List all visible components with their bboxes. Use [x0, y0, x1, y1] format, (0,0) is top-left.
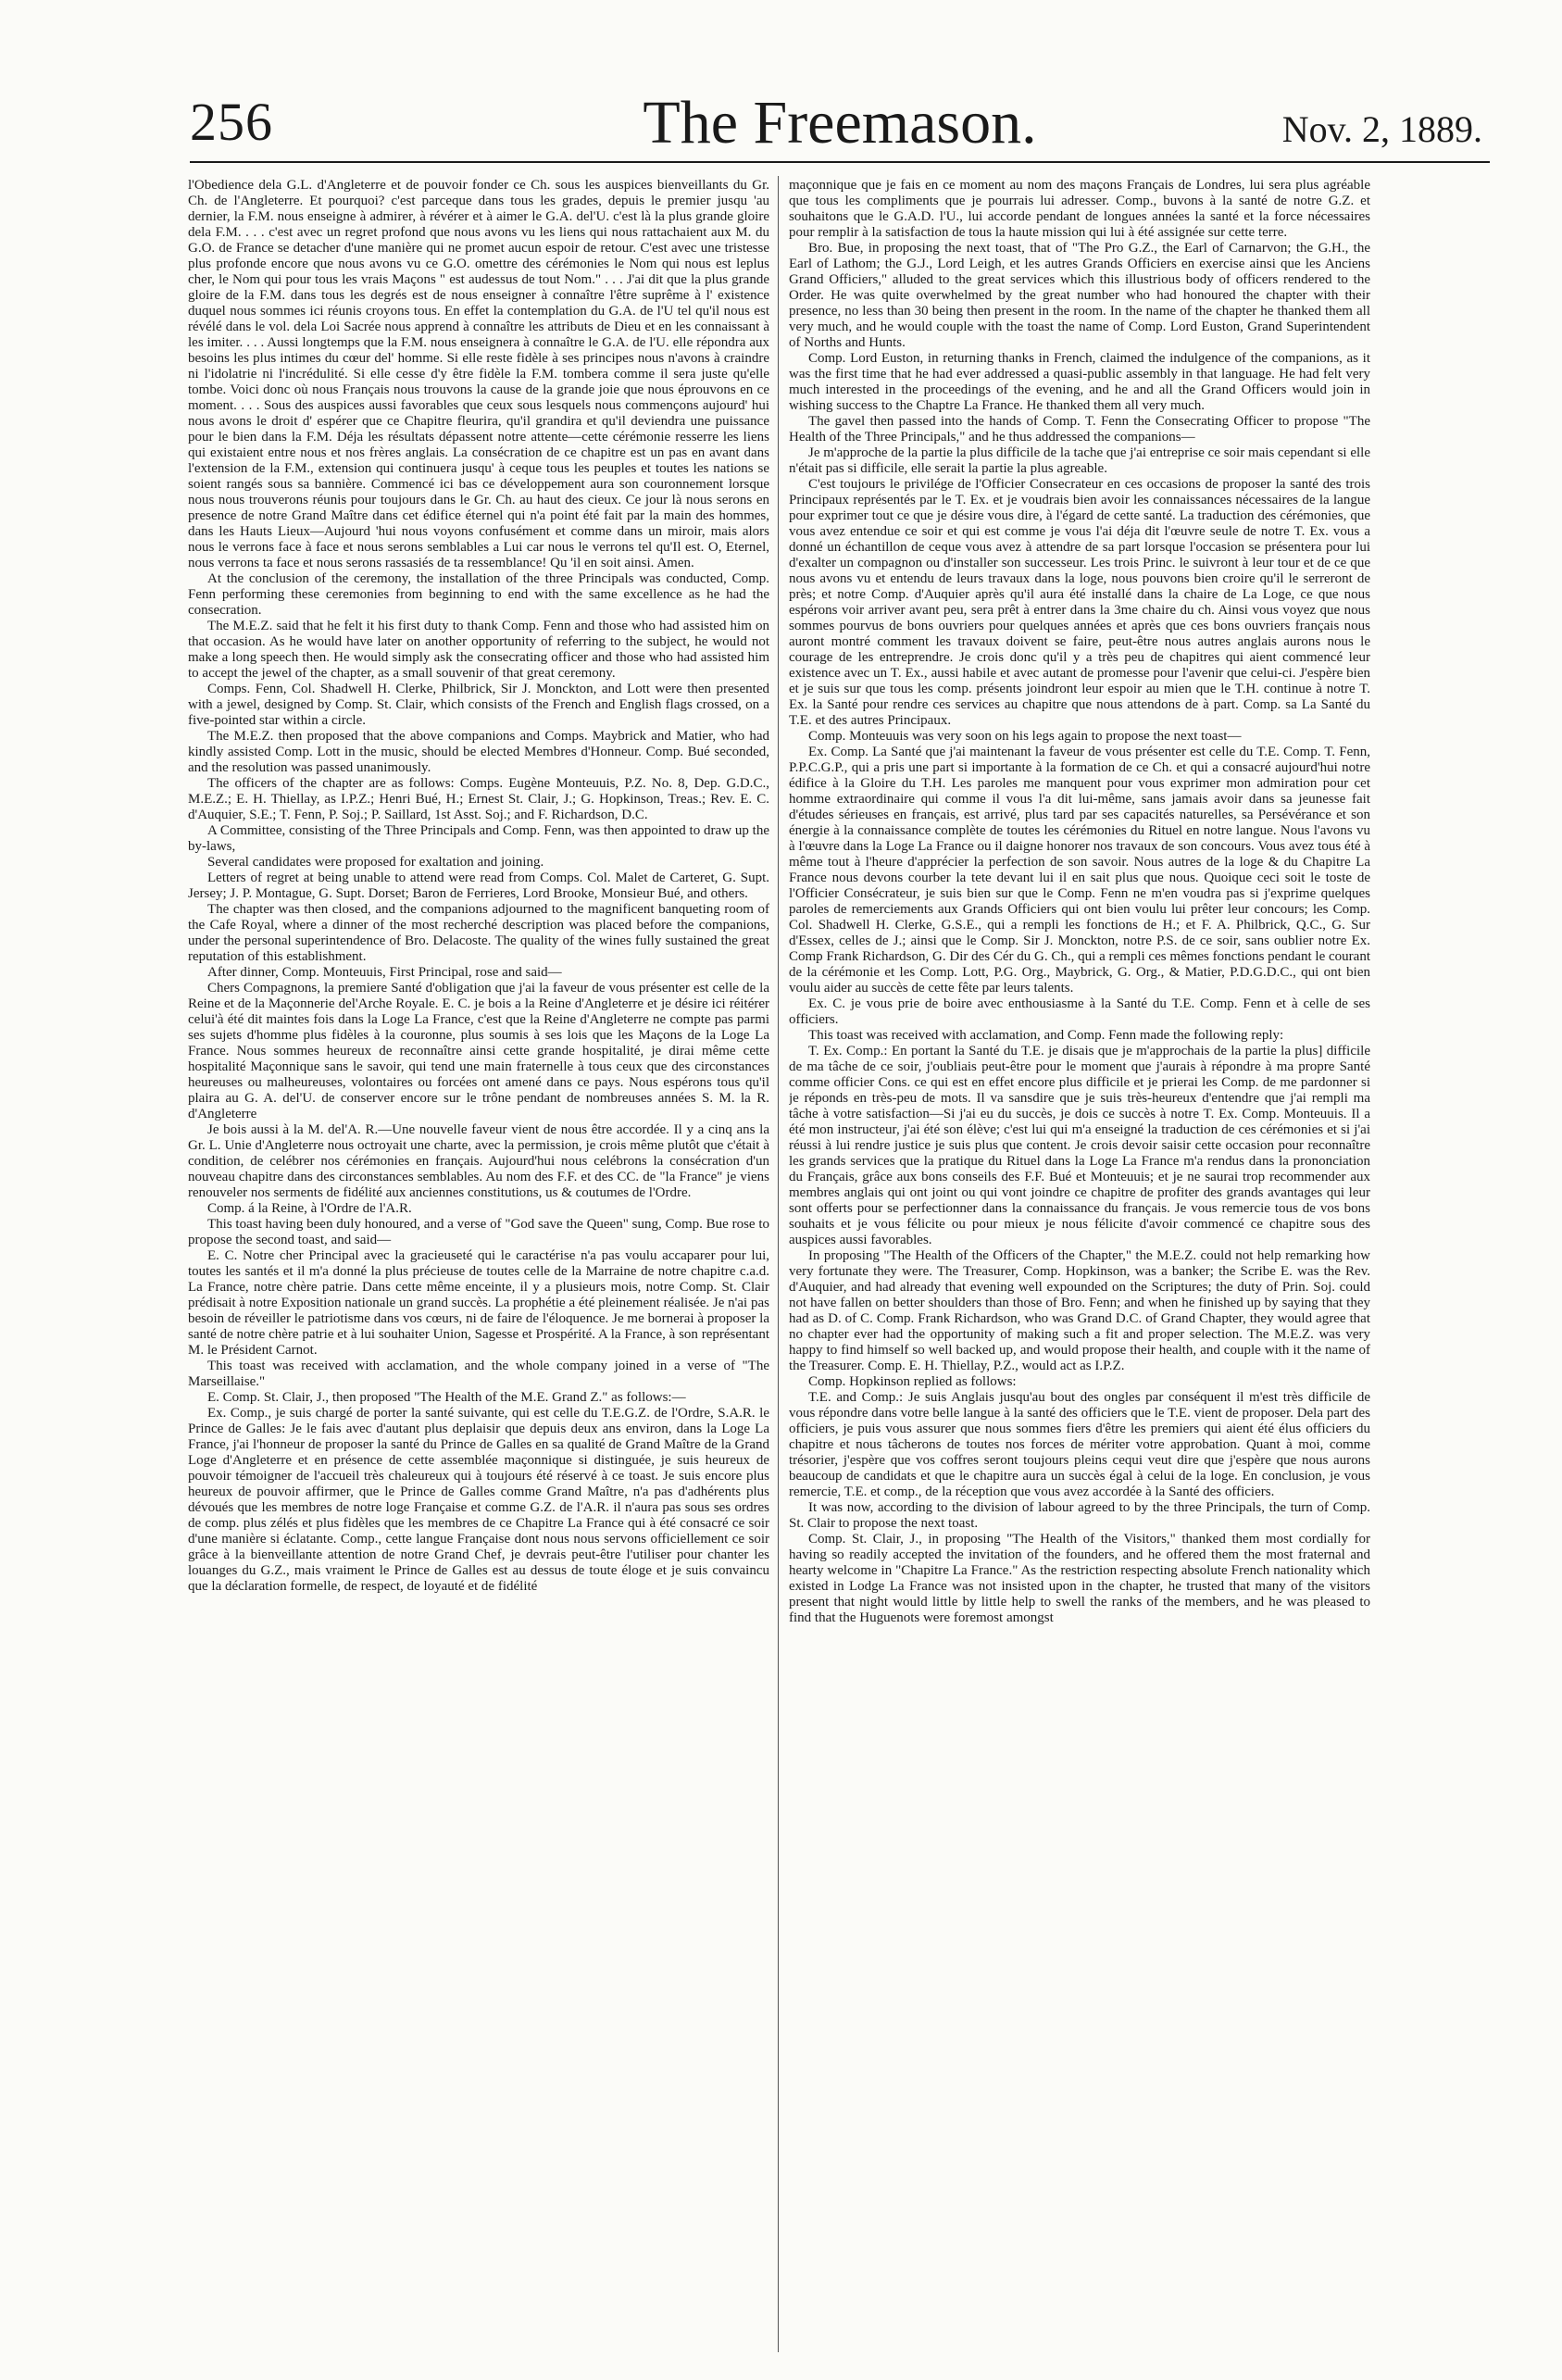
article-paragraph: It was now, according to the division of labour agreed to by the three Principals, the turn of Comp. St. Clair to propose the next toast.	[789, 1500, 1370, 1531]
article-paragraph: l'Obedience dela G.L. d'Angleterre et de pouvoir fonder ce Ch. sous les auspices bienveillants du Gr. Ch. de l'Angleterre. Et pourquoi? c'est parceque dans tous les grades, depuis le premier jusqu 'au dernier, la F.M. nous enseigne à admirer, à révérer et à aimer le G.A. del'U. c'est là la plus grande gloire dela F.M. . . . c'est avec un regret profond que nous avons vu les liens qui nous rattachaient aux M. du G.O. de France se detacher d'une manière qui ne promet aucun espoir de retour. C'est avec une tristesse plus profonde encore que nous avons vu ce G.O. omettre des cérémonies le Nom qui nous est leplus cher, le Nom qui pour tous les vrais Maçons " est audessus de tout Nom." . . . J'ai dit que la plus grande gloire de la F.M. dans tous les degrés est de nous enseigner à connaître l'être suprême à l' existence duquel nous sommes ici réunis croyons tous. En effet la contemplation du G.A. de l'U tel qu'il nous est révélé dans le vol. dela Loi Sacrée nous apprend à connaître les attributs de Dieu et en les connaissant à les imiter. . . . Aussi longtemps que la F.M. nous enseignera à connaître le G.A. de l'U. elle répondra aux besoins les plus intimes du cœur del' homme. Si elle reste fidèle à ses principes nous n'avons à craindre ni l'idolatrie ni l'incrédulité. Si elle cesse d'y être fidèle la F.M. tombera comme il sera juste qu'elle tombe. Voici donc où nous Français nous trouvons la cause de la grande joie que nous éprouvons en ce moment. . . . Sous des auspices aussi favorables que ceux sous lesquels nous commençons aujourd' hui nous avons le droit d' espérer que ce Chapitre fleurira, qu'il grandira et qu'il deviendra une puissance pour le bien dans la F.M. Déja les résultats dépassent notre attente—cette cérémonie resserre les liens qui existaient entre nous et nos frères anglais. La consécration de ce chapitre est un pas en avant dans l'extension de la F.M., extension qui continuera jusqu' à ceque tous les peuples et toutes les nations se soient rangés sous sa bannière. Commencé ici bas ce développement aura son couronnement lorsque nous nous trouverons réunis pour toujours dans le Gr. Ch. au haut des cieux. Ce jour là nous serons en presence de notre Grand Maître dans cet édifice éternel qui n'a point été fait par la main des hommes, dans les Hauts Lieux—Aujourd 'hui nous voyons confusément et comme dans un miroir, mais alors nous le verrons face à face et nous serons semblables a Lui car nous le verrons tel qu'Il est. O, Eternel, nous verrons ta face et nous serons rassasiés de ta ressemblance! Qu 'il en soit ainsi. Amen.	[188, 178, 769, 570]
article-paragraph: Comp. Monteuuis was very soon on his legs again to propose the next toast—	[808, 729, 1242, 744]
article-paragraph: Ex. Comp. La Santé que j'ai maintenant la faveur de vous présenter est celle du T.E. Comp. T. Fenn, P.P.C.G.P., qui a pris une part si importante à la formation de ce Ch. et qui a consacré aujourd'hui notre édifice à la Gloire du T.H. Les paroles me manquent pour vous exprimer mon admiration pour cet homme extraordinaire qui comme il vous l'a dit lui-même, sans jamais avoir dans sa jeunesse fait d'études sérieuses en français, est arrivé, plus tard par ses capacités naturelles, sa Persévérance et son énergie à la connaissance complète de toutes les cérémonies du Rituel en notre langue. Nous l'avons vu à l'œuvre dans la Loge La France ou il daigne honorer nos travaux de son concours. Vous avez tous été à même tout à l'heure d'apprécier la perfection de son savoir. Nous autres de la loge & du Chapitre La France nous devons courber la tete devant lui il en sait plus que nous. Quoique ceci soit le toste de l'Officier Consécrateur, je suis bien sur que le Comp. Fenn ne m'en voudra pas si j'exprime quelques paroles de remerciements aux Grands Officiers qui ont bien voulu lui prêter leur concours; les Comp. Col. Shadwell H. Clerke, G.S.E., qui a rempli les fonctions de H.; et F. A. Philbrick, Q.C., G. Sur d'Essex, celles de J.; ainsi que le Comp. Sir J. Monckton, notre P.S. de ce soir, sans oublier notre Ex. Comp Frank Richardson, G. Dir des Cér du G. Ch., qui a rempli ces mêmes fonctions pendant le courant de la cérémonie et les Comp. Lott, P.G. Org., Maybrick, G. Org., & Matier, P.D.G.D.C., qui ont bien voulu aider au succès de cette fête par leurs talents.	[789, 745, 1370, 996]
article-paragraph: The gavel then passed into the hands of Comp. T. Fenn the Consecrating Officer to propose "The Health of the Three Principals," and he thus addressed the companions—	[789, 414, 1370, 445]
article-paragraph: T.E. and Comp.: Je suis Anglais jusqu'au bout des ongles par conséquent il m'est très difficile de vous répondre dans votre belle langue à la santé des officiers que le T.E. vient de proposer. Dela part des officiers, je puis vous assurer que nous sommes fiers d'être les premiers qui aient été élus officiers du chapitre et nous tâcherons de toutes nos forces de mériter votre approbation. Quant à moi, comme trésorier, j'espère que vos coffres seront toujours pleins cequi veut dire que j'espère que nous aurons beaucoup de candidats et que le chapitre aura un succès égal à celui de la loge. En conclusion, je vous remercie, T.E. et comp., de la réception que vous avez accordée à la Santé des officiers.	[789, 1390, 1370, 1499]
article-paragraph: Ex. C. je vous prie de boire avec enthousiasme à la Santé du T.E. Comp. Fenn et à celle de ses officiers.	[789, 996, 1370, 1027]
article-paragraph: The M.E.Z. then proposed that the above companions and Comps. Maybrick and Matier, who had kindly assisted Comp. Lott in the music, should be elected Membres d'Honneur. Comp. Bué seconded, and the resolution was passed unanimously.	[188, 729, 769, 775]
article-paragraph: Bro. Bue, in proposing the next toast, that of "The Pro G.Z., the Earl of Carnarvon; the G.H., the Earl of Lathom; the G.J., Lord Leigh, et les autres Grands Officiers en exercise ainsi que les Anciens Grand Officiers," alluded to the great services which this illustrious body of officers rendered to the Order. He was quite overwhelmed by the great number who had honoured the chapter with their presence, no less than 30 being then present in the room. In the name of the chapter he thanked them all very much, and he would couple with the toast the name of Comp. Lord Euston, Grand Superintendent of Norths and Hunts.	[789, 241, 1370, 350]
article-paragraph: After dinner, Comp. Monteuuis, First Principal, rose and said—	[207, 965, 562, 980]
article-paragraph: Chers Compagnons, la premiere Santé d'obligation que j'ai la faveur de vous présenter est celle de la Reine et de la Maçonnerie del'Arche Royale. E. C. je bois a la Reine d'Angleterre et je désire ici réitérer celui'à été dit maintes fois dans la Loge La France, c'est que la Reine d'Angleterre ne compte pas parmi ses sujets d'homme plus fidèles à la couronne, plus soumis à ses lois que les Maçons de la Loge La France. Nous sommes heureux de reconnaître ainsi cette grande hospitalité, je dirai même cette hospitalité Maçonnique sans le savoir, qui tend une main fraternelle à tous ceux que des circonstances heureuses ou malheureuses, volontaires ou forcées ont amené dans ce pays. Nous espérons tous qu'il plaira au G. A. del'U. de conserver encore sur le trône pendant de nombreuses années S. M. la R. d'Angleterre	[188, 981, 769, 1121]
issue-date: Nov. 2, 1889.	[1281, 108, 1482, 150]
left-column	[188, 178, 769, 2345]
newspaper-title: The Freemason.	[643, 89, 1037, 157]
article-paragraph: The M.E.Z. said that he felt it his first duty to thank Comp. Fenn and those who had assisted him on that occasion. As he would have later on another opportunity of referring to the subject, he would not make a long speech then. He would simply ask the consecrating officer and those who had assisted him to accept the jewel of the chapter, as a small souvenir of that great ceremony.	[188, 619, 769, 681]
page-number: 256	[190, 92, 273, 152]
article-paragraph: Letters of regret at being unable to attend were read from Comps. Col. Malet de Carteret, G. Supt. Jersey; J. P. Montague, G. Supt. Dorset; Baron de Ferrieres, Lord Brooke, Monsieur Bué, and others.	[188, 871, 769, 901]
article-paragraph: A Committee, consisting of the Three Principals and Comp. Fenn, was then appointed to draw up the by-laws,	[188, 823, 769, 854]
column-divider	[778, 176, 779, 2352]
article-paragraph: Ex. Comp., je suis chargé de porter la santé suivante, qui est celle du T.E.G.Z. de l'Ordre, S.A.R. le Prince de Galles: Je le fais avec d'autant plus deplaisir que depuis deux ans environ, dans la Loge La France, j'ai l'honneur de proposer la santé du Prince de Galles en sa qualité de Grand Maître de la Grand Loge d'Angleterre et en présence de cette assemblée maçonnique si distinguée, je suis heureux de pouvoir témoigner de l'accueil très chaleureux qui à toujours été réservé à ce toast. Je suis encore plus heureux de pouvoir affirmer, que le Prince de Galles comme Grand Maître, n'a pas d'adhérents plus dévoués que les membres de notre loge Française et comme G.Z. de l'A.R. il n'aura pas sous ses ordres de comp. plus zélés et plus fidèles que les membres de ce Chapitre La France qui à été consacré ce soir d'une manière si éclatante. Comp., cette langue Française dont nous nous servons officiellement ce soir grâce à la bienveillante attention de notre Grand Chef, je devrais peut-être l'utiliser pour chanter les louanges du G.Z., mais vraiment le Prince de Galles est au dessus de toute éloge et je suis convaincu que la déclaration formelle, de respect, de loyauté et de fidélité	[188, 1406, 769, 1594]
article-paragraph: This toast was received with acclamation, and Comp. Fenn made the following reply:	[808, 1028, 1284, 1043]
article-paragraph: At the conclusion of the ceremony, the installation of the three Principals was conducted, Comp. Fenn performing these ceremonies from beginning to end with the same excellence as he had the consecration.	[188, 571, 769, 618]
article-paragraph: E. C. Notre cher Principal avec la gracieuseté qui le caractérise n'a pas voulu accaparer pour lui, toutes les santés et il m'a donné la plus précieuse de toutes celle de la Marraine de notre chapitre c.a.d. La France, notre chère patrie. Dans cette même enceinte, il y a plusieurs mois, notre Comp. St. Clair prédisait à notre Exposition nationale un grand succès. La prophétie a été pleinement réalisée. Je n'ai pas besoin de réveiller le patriotisme dans vos cœurs, ni de faire de l'éloquence. Je me bornerai à proposer la santé de notre chère patrie et à lui souhaiter Union, Sagesse et Prospérité. A la France, à son représentant M. le Président Carnot.	[188, 1248, 769, 1358]
article-paragraph: Several candidates were proposed for exaltation and joining.	[207, 855, 544, 870]
article-paragraph: The officers of the chapter are as follows: Comps. Eugène Monteuuis, P.Z. No. 8, Dep. G.D.C., M.E.Z.; E. H. Thiellay, as I.P.Z.; Henri Bué, H.; Ernest St. Clair, J.; G. Hopkinson, Treas.; Rev. E. C. d'Auquier, S.E.; T. Fenn, P. Soj.; P. Saillard, 1st Asst. Soj.; and F. Richardson, D.C.	[188, 776, 769, 822]
article-paragraph: Comp. á la Reine, à l'Ordre de l'A.R.	[207, 1201, 412, 1216]
article-paragraph: Comp. Lord Euston, in returning thanks in French, claimed the indulgence of the companions, as it was the first time that he had ever addressed a quasi-public assembly in that language. He had felt very much interested in the proceedings of the evening, and he and all the Grand Officers would join in wishing success to the Chaptre La France. He thanked them all very much.	[789, 351, 1370, 413]
right-column	[789, 178, 1370, 2345]
article-paragraph: In proposing "The Health of the Officers of the Chapter," the M.E.Z. could not help remarking how very fortunate they were. The Treasurer, Comp. Hopkinson, was a banker; the Scribe E. was the Rev. d'Auquier, and had already that evening well expounded on the Scriptures; the duty of Prin. Soj. could not have fallen on better shoulders than those of Bro. Fenn; and when he finished up by saying that they had as D. of C. Comp. Frank Richardson, who was Grand D.C. of Grand Chapter, they would agree that no chapter ever had the opportunity of making such a fit and proper selection. The M.E.Z. was very happy to find himself so well backed up, and would propose their health, and couple with it the name of the Treasurer. Comp. E. H. Thiellay, P.Z., would act as I.P.Z.	[789, 1248, 1370, 1373]
article-paragraph: The chapter was then closed, and the companions adjourned to the magnificent banqueting room of the Cafe Royal, where a dinner of the most recherché description was placed before the companions, under the personal superintendence of Bro. Delacoste. The quality of the wines fully sustained the great reputation of this establishment.	[188, 902, 769, 964]
article-paragraph: This toast was received with acclamation, and the whole company joined in a verse of "The Marseillaise."	[188, 1359, 769, 1389]
article-paragraph: This toast having been duly honoured, and a verse of "God save the Queen" sung, Comp. Bue rose to propose the second toast, and said—	[188, 1217, 769, 1247]
article-paragraph: Je bois aussi à la M. del'A. R.—Une nouvelle faveur vient de nous être accordée. Il y a cinq ans la Gr. L. Unie d'Angleterre nous octroyait une charte, avec la permission, je crois même plutôt que c'était à condition, de celébrer nos cérémonies en français. Aujourd'hui nous celébrons la consécration d'un nouveau chapitre dans des circonstances semblables. Au nom des F.F. et des CC. de "la France" je viens renouveler nos serments de fidélité aux anciennes constitutions, us & coutumes de l'Ordre.	[188, 1122, 769, 1200]
article-paragraph: Comp. St. Clair, J., in proposing "The Health of the Visitors," thanked them most cordially for having so readily accepted the invitation of the founders, and he offered them the most fraternal and hearty welcome in "Chapitre La France." As the restriction respecting absolute French nationality which existed in Lodge La France was not insisted upon in the chapter, he trusted that many of the visitors present that night would little by little help to swell the ranks of the members, and he was pleased to find that the Huguenots were foremost amongst	[789, 1532, 1370, 1625]
article-paragraph: maçonnique que je fais en ce moment au nom des maçons Français de Londres, lui sera plus agréable que tous les compliments que je pourrais lui adresser. Comp., buvons à la santé de notre G.Z. et souhaitons que le G.A.D. l'U., lui accorde pendant de longues années la santé et la force nécessaires pour remplir à la satisfaction de tous la haute mission qui lui à été assignée sur cette terre.	[789, 178, 1370, 240]
article-paragraph: Comp. Hopkinson replied as follows:	[808, 1374, 1017, 1389]
article-paragraph: C'est toujours le privilége de l'Officier Consecrateur en ces occasions de proposer la santé des trois Principaux représentés par le T. Ex. et je voudrais bien avoir les connaissances nécessaires de la langue pour exprimer tout ce que je désire vous dire, à l'égard de cette santé. La traduction des cérémonies, que vous avez entendue ce soir et qui est comme je vous l'ai déja dit l'œuvre seule de notre T. Ex. vous a donné un échantillon de ceque vous avez à attendre de sa part lorsque l'occasion se présentera pour lui d'exalter un compagnon ou d'installer son successeur. Les trois Princ. le suivront à leur tour et de ce que nous avons vu et entendu de leurs travaux dans la loge, nous pouvons bien croire qu'il le serreront de près; et notre Comp. d'Auquier après qu'il aura été installé dans la chaire de La Loge, ce que nous espérons voir arriver avant peu, sera prêt à entrer dans la 3me chaire du ch. Ainsi vous voyez que nous sommes pourvus de bons ouvriers pour quelques années et après que ces bons ouvriers français nous auront montré comment les travaux doivent se faire, peut-être nous autres anglais aurons nous le courage de les entreprendre. Je crois donc qu'il y a très peu de chapitres qui aient commencé leur existence avec un T. Ex., aussi habile et avec autant de promesse pour l'avenir que celui-ci. J'espère bien et je suis sur que tous les comp. présents joindront leur espoir au mien que le T.H. continue à notre T. Ex. la Santé pour rendre ces services au chapitre que nous attendons de à part. Comp. sa La Santé du T.E. et des autres Principaux.	[789, 477, 1370, 728]
masthead	[190, 91, 1490, 163]
article-paragraph: Comps. Fenn, Col. Shadwell H. Clerke, Philbrick, Sir J. Monckton, and Lott were then presented with a jewel, designed by Comp. St. Clair, which consists of the French and English flags crossed, on a five-pointed star within a circle.	[188, 682, 769, 728]
article-paragraph: E. Comp. St. Clair, J., then proposed "The Health of the M.E. Grand Z." as follows:—	[207, 1390, 686, 1405]
article-paragraph: Je m'approche de la partie la plus difficile de la tache que j'ai entreprise ce soir mais cependant si elle n'était pas si difficile, elle serait la partie la plus agreable.	[789, 445, 1370, 476]
article-paragraph: T. Ex. Comp.: En portant la Santé du T.E. je disais que je m'approchais de la partie la plus] difficile de ma tâche de ce soir, j'oubliais peut-être pour le moment que j'aurais à répondre à ma propre Santé comme officier Cons. ce qui est en effet encore plus difficile et je prierai les Comp. de me pardonner si je réponds en très-peu de mots. Il va sansdire que je suis très-heureux d'entendre que j'ai rempli ma tâche à votre satisfaction—Si j'ai eu du succès, je dois ce succès à notre T. Ex. Comp. Monteuuis. Il a été mon instructeur, j'ai été son élève; c'est lui qui m'a enseigné la traduction de ces cérémonies et si j'ai réussi à lui rendre justice je suis plus que content. Je crois devoir saisir cette occasion pour reconnaître les grands services que la pratique du Rituel dans la Loge La France m'a rendus dans la prononciation du Français, grâce aux bons conseils des F.F. Bué et Monteuuis; et je ne saurai trop recommender aux membres anglais qui ont joint ou qui vont joindre ce chapitre de profiter des grands avantages qui leur sont offerts pour se perfectionner dans la connaissance du français. Je vous remercie tous de vos bons souhaits et je vous félicite ou pour mieux je nous félicite d'avoir commencé ce chapitre sous des auspices aussi favorables.	[789, 1044, 1370, 1247]
